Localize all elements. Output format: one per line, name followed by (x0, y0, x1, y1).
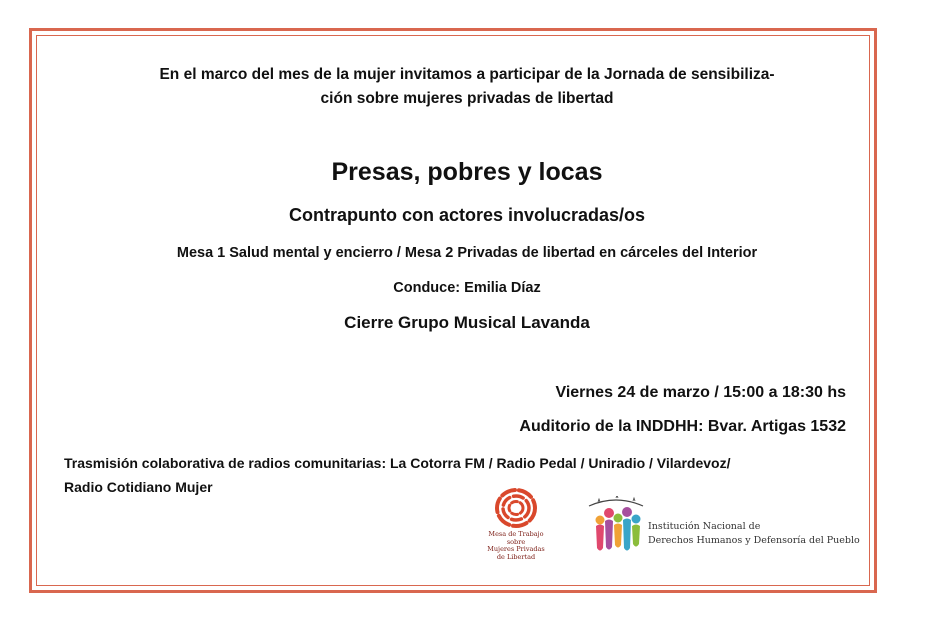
intro-text (0, 63, 934, 111)
colored-figures-icon (586, 496, 646, 568)
closing-text: Cierre Grupo Musical Lavanda (344, 313, 590, 332)
event-venue: Auditorio de la INDDHH: Bvar. Artigas 1532 (519, 418, 846, 435)
mesa-logo-line-3: Mujeres Privadas (487, 545, 545, 554)
event-title: Presas, pobres y locas (331, 158, 603, 186)
mesa-logo-line-4: de Libertad (496, 552, 536, 561)
transmission-line-1: Trasmisión colaborativa de radios comunitarias: La Cotorra FM / Radio Pedal / Uniradio / Vilardevoz/ (64, 455, 731, 471)
event-datetime: Viernes 24 de marzo / 15:00 a 18:30 hs (555, 384, 846, 401)
panels-text: Mesa 1 Salud mental y encierro / Mesa 2 Privadas de libertad en cárceles del Interior (176, 245, 758, 261)
intro-line-1: En el marco del mes de la mujer invitamos a participar de la Jornada de sensibiliza- (159, 66, 775, 83)
mesa-logo-line-1: Mesa de Trabajo (488, 530, 544, 538)
inddhh-logo (586, 496, 860, 568)
host-text: Conduce: Emilia Díaz (393, 280, 541, 296)
inddhh-line-1: Institución Nacional de (648, 521, 761, 532)
inddhh-line-2: Derechos Humanos y Defensoría del Pueblo (648, 535, 860, 546)
intro-line-2: ción sobre mujeres privadas de libertad (320, 90, 614, 107)
transmission-line-2: Radio Cotidiano Mujer (64, 479, 213, 495)
spiral-ring-icon (493, 486, 539, 530)
event-subtitle: Contrapunto con actores involucradas/os (288, 205, 646, 225)
mesa-logo-line-2: sobre (506, 537, 526, 546)
transmission-text (64, 451, 854, 499)
mesa-trabajo-logo (468, 486, 564, 576)
